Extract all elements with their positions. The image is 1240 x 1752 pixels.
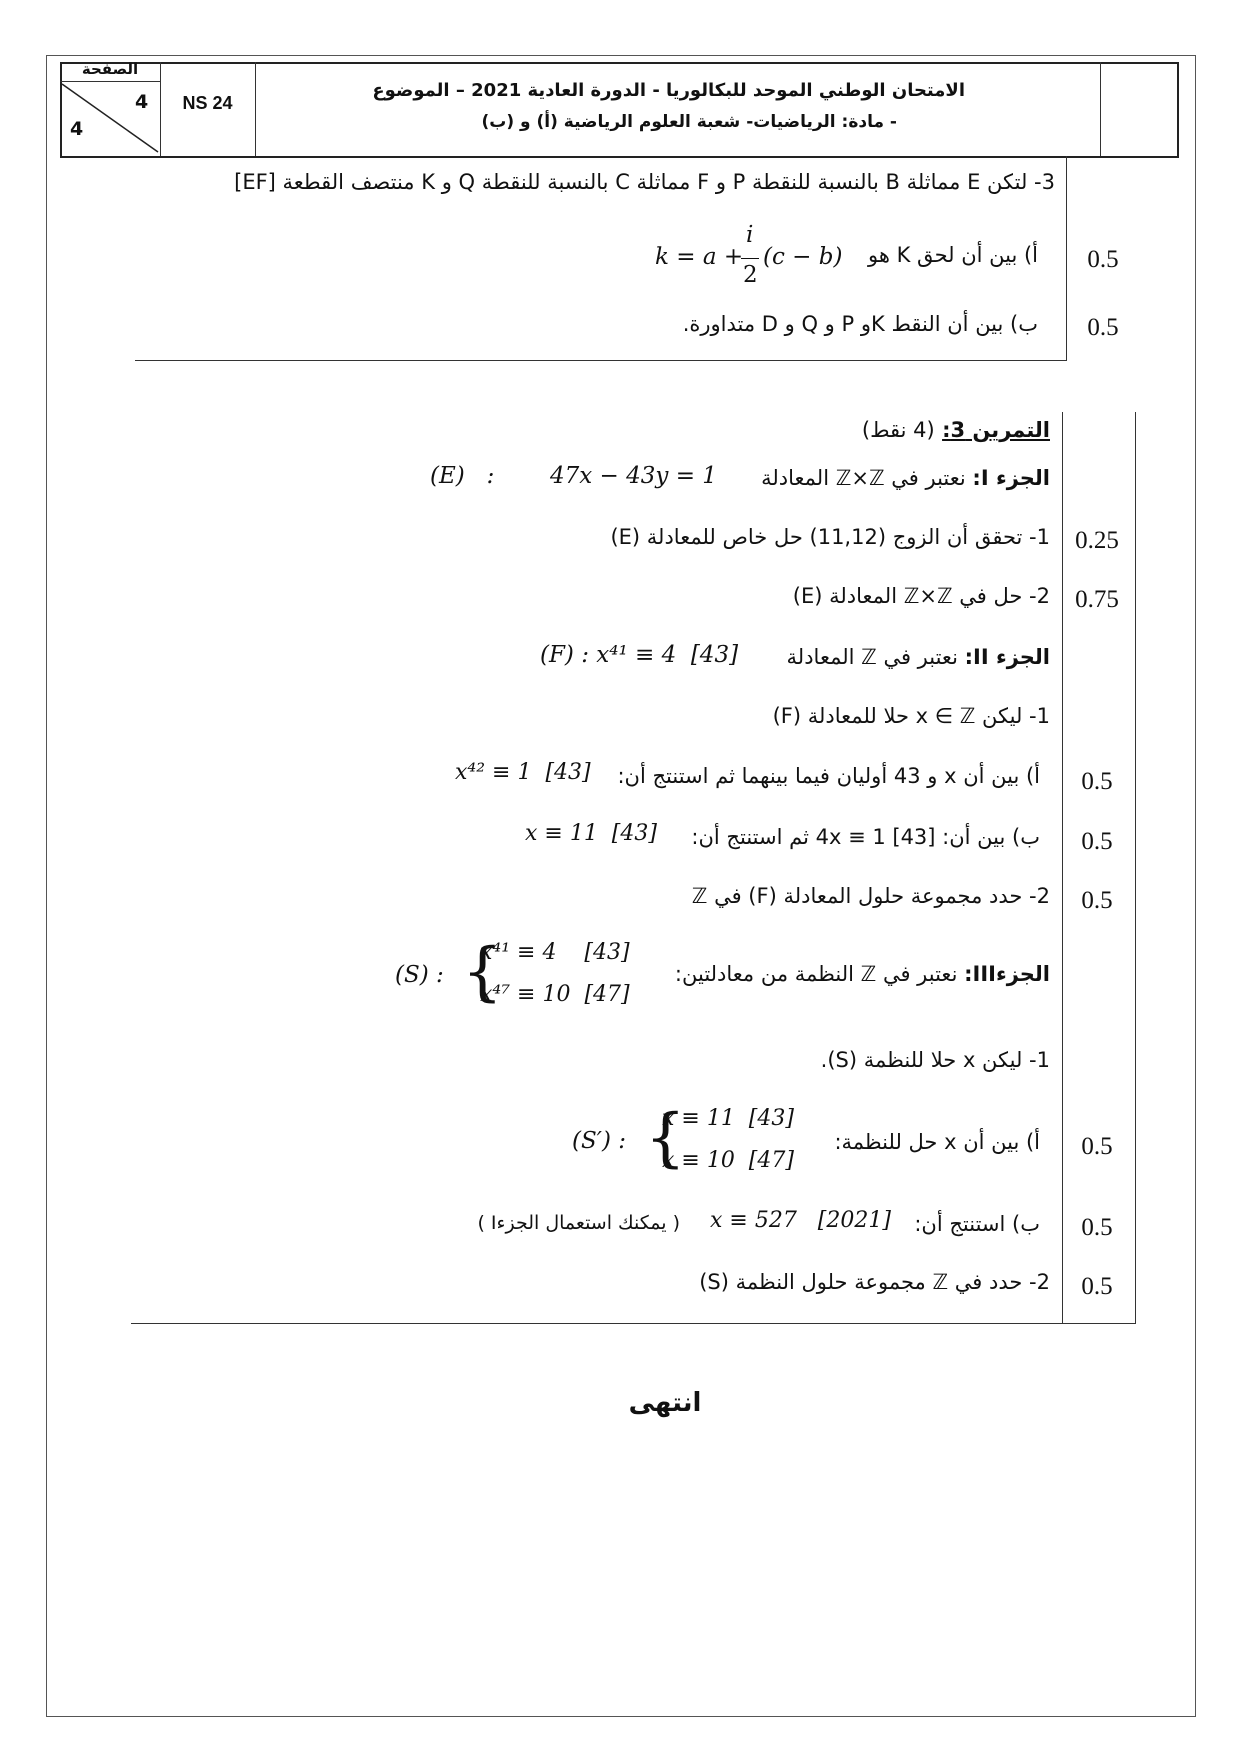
p2q1a-formula: x⁴² ≡ 1 [43] (455, 760, 591, 785)
ex3-part1 (700, 466, 1050, 490)
part3-eq2: x⁴⁷ ≡ 10 [47] (480, 982, 630, 1007)
p3q1b-hint: ( يمكنك استعمال الجزءI ) (477, 1212, 680, 1234)
ex3-p2q1a-points: 0.5 (1081, 768, 1113, 795)
formula-left: k = a + (655, 244, 744, 270)
p3q1a-eq1: x ≡ 11 [43] (662, 1106, 794, 1131)
part2-equation: (F) : x⁴¹ ≡ 4 [43] (540, 642, 739, 668)
ex3-p3q1b-text: ب) استنتج أن: (914, 1212, 1040, 1236)
ex2-q3b-points: 0.5 (1087, 314, 1119, 341)
formula-right: (c − b) (763, 244, 843, 270)
header-subtitle: - مادة: الرياضيات- شعبة العلوم الرياضية (أ) و (ب) (481, 112, 897, 132)
ex3-q2-points: 0.75 (1075, 586, 1119, 613)
exam-code: NS 24 (182, 93, 233, 113)
ex3-q2-text: 2- حل في ℤ×ℤ المعادلة (E) (792, 584, 1050, 608)
ex3-title (820, 418, 1050, 442)
part1-eq-name: (E) : (430, 463, 495, 489)
part1-label: الجزء I: (972, 466, 1050, 490)
ex3-p3q2-text: 2- حدد في ℤ مجموعة حلول النظمة (S) (699, 1270, 1050, 1294)
ex3-p2q2-points: 0.5 (1081, 887, 1113, 914)
formula-denominator: 2 (743, 262, 758, 288)
p3q1a-system-name: (S′) : (572, 1128, 626, 1154)
ex2-q3a-formula (655, 222, 843, 298)
ex2-q3b-text: ب) بين أن النقط Kو P و Q و D متداورة. (682, 312, 1038, 336)
ex3-part2 (700, 645, 1050, 669)
part3-intro: نعتبر في ℤ النظمة من معادلتين: (674, 962, 958, 986)
p3q1a-eq2: x ≡ 10 [47] (662, 1148, 794, 1173)
ex2-q3-statement: 3- لتكن E مماثلة B بالنسبة للنقطة P و F مماثلة C بالنسبة للنقطة Q و K منتصف القطعة [EF] (234, 170, 1055, 194)
ex3-p2q1-text: 1- ليكن x ∈ ℤ حلا للمعادلة (F) (772, 704, 1050, 728)
part2-intro: نعتبر في ℤ المعادلة (786, 645, 958, 669)
page-label: الصفحة (81, 60, 139, 78)
ex3-q1-text: 1- تحقق أن الزوج (11,12) حل خاص للمعادلة (E) (610, 525, 1050, 549)
ex3-p2q1b-text: ب) بين أن: 4x ≡ 1 [43] ثم استنتج أن: (691, 825, 1040, 849)
header-title: الامتحان الوطني الموحد للبكالوريا - الدورة العادية 2021 – الموضوع (372, 80, 965, 101)
page-total: 4 (70, 118, 84, 140)
ex3-p3q2-points: 0.5 (1081, 1273, 1113, 1300)
ex3-p2q1a-text: أ) بين أن x و 43 أوليان فيما بينهما ثم استنتج أن: (617, 764, 1040, 788)
ex3-p2q2-text: 2- حدد مجموعة حلول المعادلة (F) في ℤ (691, 884, 1050, 908)
ex3-title-points: (4 نقط) (861, 418, 935, 442)
ex3-p2q1b-points: 0.5 (1081, 828, 1113, 855)
ex3-p3q1b-points: 0.5 (1081, 1214, 1113, 1241)
ex3-q1-points: 0.25 (1075, 527, 1119, 554)
ex3-title-label: التمرين 3: (942, 418, 1050, 442)
ex3-p3q1-text: 1- ليكن x حلا للنظمة (S). (820, 1048, 1050, 1072)
part2-label: الجزء II: (964, 645, 1050, 669)
ex3-part3 (660, 962, 1050, 986)
p3q1b-formula: x ≡ 527 [2021] (710, 1208, 891, 1233)
ex2-q3a-text: أ) بين أن لحق K هو (867, 243, 1038, 267)
part3-brace: { (462, 935, 503, 1009)
end-marker: انتهى (628, 1388, 702, 1418)
ex2-q3a-points: 0.5 (1087, 246, 1119, 273)
part3-label: الجزءIII: (964, 962, 1050, 986)
p3q1a-brace: { (645, 1101, 686, 1175)
part3-eq1: x⁴¹ ≡ 4 [43] (480, 940, 630, 965)
ex3-p3q1a-points: 0.5 (1081, 1133, 1113, 1160)
page-number: 4 (135, 91, 149, 113)
formula-numerator: i (746, 222, 754, 248)
part1-equation: 47x − 43y = 1 (550, 463, 717, 489)
part1-intro: نعتبر في ℤ×ℤ المعادلة (761, 466, 966, 490)
part3-system-name: (S) : (395, 962, 444, 988)
ex3-p3q1a-text: أ) بين أن x حل للنظمة: (834, 1130, 1040, 1154)
p2q1b-formula: x ≡ 11 [43] (525, 821, 657, 846)
